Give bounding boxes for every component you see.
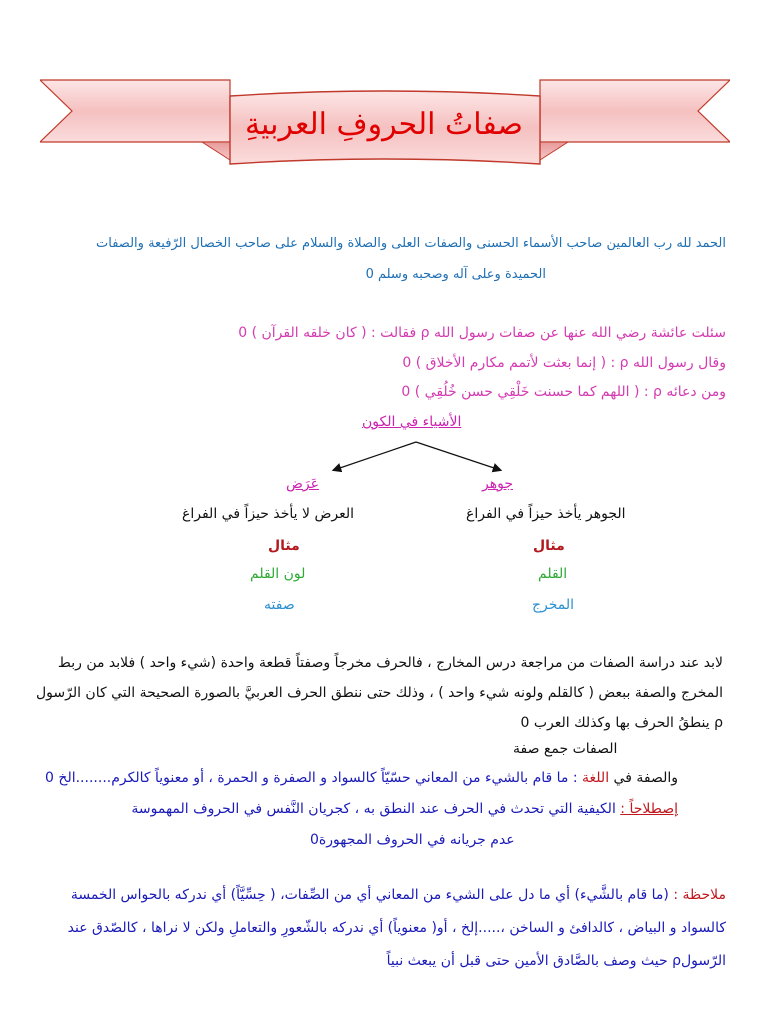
diagram-arrows bbox=[320, 438, 510, 478]
definition-language-prefix: والصفة في bbox=[609, 770, 678, 786]
diagram-root-label: الأشياء في الكون bbox=[362, 414, 462, 430]
diagram-left-example-label: مثال bbox=[268, 538, 300, 554]
para-line-1: لابد عند دراسة الصفات من مراجعة درس المخارج ، فالحرف مخرجاً وصفتاً قطعة واحدة (شيء واحد ) فلابد من ربط bbox=[57, 655, 723, 671]
definition-language-text: : ما قام بالشيء من المعاني حسّيّاً كالسواد و الصفرة و الحمرة ، أو معنوياً كالكرم........الخ 0 bbox=[45, 770, 583, 786]
note-line-1 bbox=[71, 887, 726, 903]
definition-term-text: الكيفية التي تحدث في الحرف عند النطق به ، كجريان النَّفس في الحروف المهموسة bbox=[131, 801, 621, 817]
note-line-2: كالسواد و البياض ، كالدافئ و الساخن ،.....إلخ ، أو( معنوياً) أي ندركه بالشّعورِ والتعاملِ ولكن لا نراها ، كالصّدق عند bbox=[67, 920, 726, 936]
definition-language-term: اللغة bbox=[582, 770, 610, 786]
definition-term-line-2: عدم جريانه في الحروف المجهورة0 bbox=[310, 832, 515, 848]
definition-language bbox=[45, 770, 678, 786]
diagram-right-example-2: المخرج bbox=[532, 597, 575, 613]
hadith-line-1: سئلت عائشة رضي الله عنها عن صفات رسول الله ρ فقالت : ( كان خلقه القرآن ) 0 bbox=[238, 325, 726, 341]
para-line-2: المخرج والصفة ببعض ( كالقلم ولونه شيء واحد ) ، وذلك حتى ننطق الحرف العربيَّ بالصورة الصحيحة التي كان الرّسول bbox=[35, 685, 723, 701]
diagram-right-heading: جوهر bbox=[482, 476, 513, 492]
definition-term bbox=[131, 801, 678, 817]
para-plural: الصفات جمع صفة bbox=[513, 741, 618, 757]
note-label: ملاحظة : bbox=[673, 887, 726, 903]
diagram-right-example-label: مثال bbox=[533, 538, 565, 554]
definition-term-label: إصطلاحاً : bbox=[620, 801, 678, 817]
intro-line-2: الحميدة وعلى آله وصحبه وسلم 0 bbox=[365, 267, 546, 282]
diagram-right-desc: الجوهر يأخذ حيزاً في الفراغ bbox=[466, 506, 626, 522]
diagram-left-example-2: صفته bbox=[264, 597, 295, 613]
note-line-1-text: (ما قام بالشَّيء) أي ما دل على الشيء من المعاني أي من الصِّفات، ( حِسِّيَّاً) أي ندركه بالحواس الخمسة bbox=[70, 887, 674, 903]
hadith-line-3: ومن دعائه ρ : ( اللهم كما حسنت خَلْقِي حسن خُلُقِي ) 0 bbox=[401, 384, 726, 400]
diagram-left-heading: عَرَض bbox=[286, 476, 320, 492]
diagram-right-example: القلم bbox=[538, 566, 568, 582]
hadith-line-2: وقال رسول الله ρ : ( إنما بعثت لأتمم مكارم الأخلاق ) 0 bbox=[402, 355, 726, 371]
para-line-3: ρ ينطقُ الحرف بها وكذلك العرب 0 bbox=[520, 715, 723, 731]
note-line-3: الرّسولρ حيث وصف بالصَّادق الأمين حتى قبل أن يبعث نبياً bbox=[386, 953, 726, 969]
page-title: صفاتُ الحروفِ العربيةِ bbox=[244, 107, 524, 142]
diagram-left-desc: العرض لا يأخذ حيزاً في الفراغ bbox=[182, 506, 355, 522]
intro-line-1: الحمد لله رب العالمين صاحب الأسماء الحسنى والصفات العلى والصلاة والسلام على صاحب الخصال الرّفيعة والصفات bbox=[96, 236, 726, 251]
diagram-left-example: لون القلم bbox=[250, 566, 306, 582]
